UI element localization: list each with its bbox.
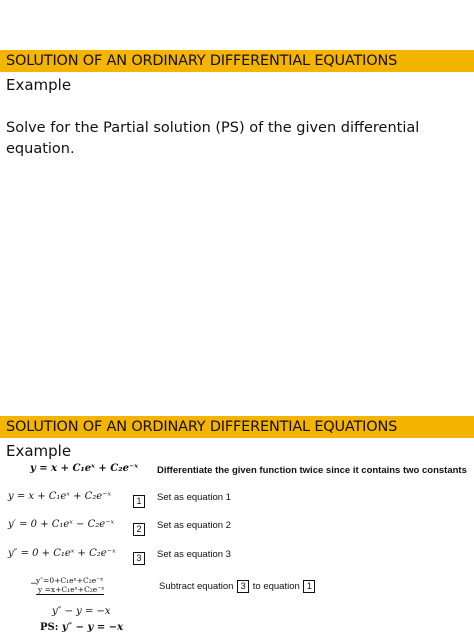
slide-1 xyxy=(0,0,474,316)
slide-1-problem-text: Solve for the Partial solution (PS) of the given differential equation. xyxy=(6,120,420,157)
ps-label: PS: xyxy=(40,622,59,633)
subtract-note-prefix: Subtract equation xyxy=(159,581,234,592)
slide-1-title-banner: SOLUTION OF AN ORDINARY DIFFERENTIAL EQUATIONS xyxy=(0,50,474,72)
subtract-note-mid: to equation xyxy=(252,581,300,592)
equation-2: y′ = 0 + C₁eˣ − C₂e⁻ˣ xyxy=(8,519,115,530)
given-equation: y = x + C₁eˣ + C₂e⁻ˣ xyxy=(30,463,138,474)
equation-2-note: Set as equation 2 xyxy=(157,520,231,531)
partial-solution-line xyxy=(40,622,123,633)
result-equation: y″ − y = −x xyxy=(52,606,111,617)
subtract-box-b: 1 xyxy=(303,580,315,593)
equation-1-note: Set as equation 1 xyxy=(157,492,231,503)
given-equation-note: Differentiate the given function twice since it contains two constants xyxy=(157,465,467,476)
subtraction-sign: − xyxy=(30,579,38,589)
equation-3-number-box: 3 xyxy=(133,552,145,565)
subtraction-bottom-line: y =x+C₁eˣ+C₂e⁻ˣ xyxy=(38,585,105,594)
ps-equation: y″ − y = −x xyxy=(61,622,124,633)
equation-1-number-box: 1 xyxy=(133,495,145,508)
slide-2-title-banner: SOLUTION OF AN ORDINARY DIFFERENTIAL EQUATIONS xyxy=(0,416,474,438)
equation-3-note: Set as equation 3 xyxy=(157,549,231,560)
equation-3: y″ = 0 + C₁eˣ + C₂e⁻ˣ xyxy=(8,548,116,559)
subtraction-top-line: y″=0+C₁eˣ+C₂e⁻ˣ xyxy=(36,576,104,585)
equation-2-number-box: 2 xyxy=(133,523,145,536)
subtraction-stack xyxy=(36,576,104,595)
equation-1: y = x + C₁eˣ + C₂e⁻ˣ xyxy=(8,491,112,502)
subtract-note xyxy=(159,580,316,593)
slide-2-heading: Example xyxy=(6,442,72,460)
slide-1-heading: Example xyxy=(6,76,72,94)
subtract-box-a: 3 xyxy=(237,580,249,593)
